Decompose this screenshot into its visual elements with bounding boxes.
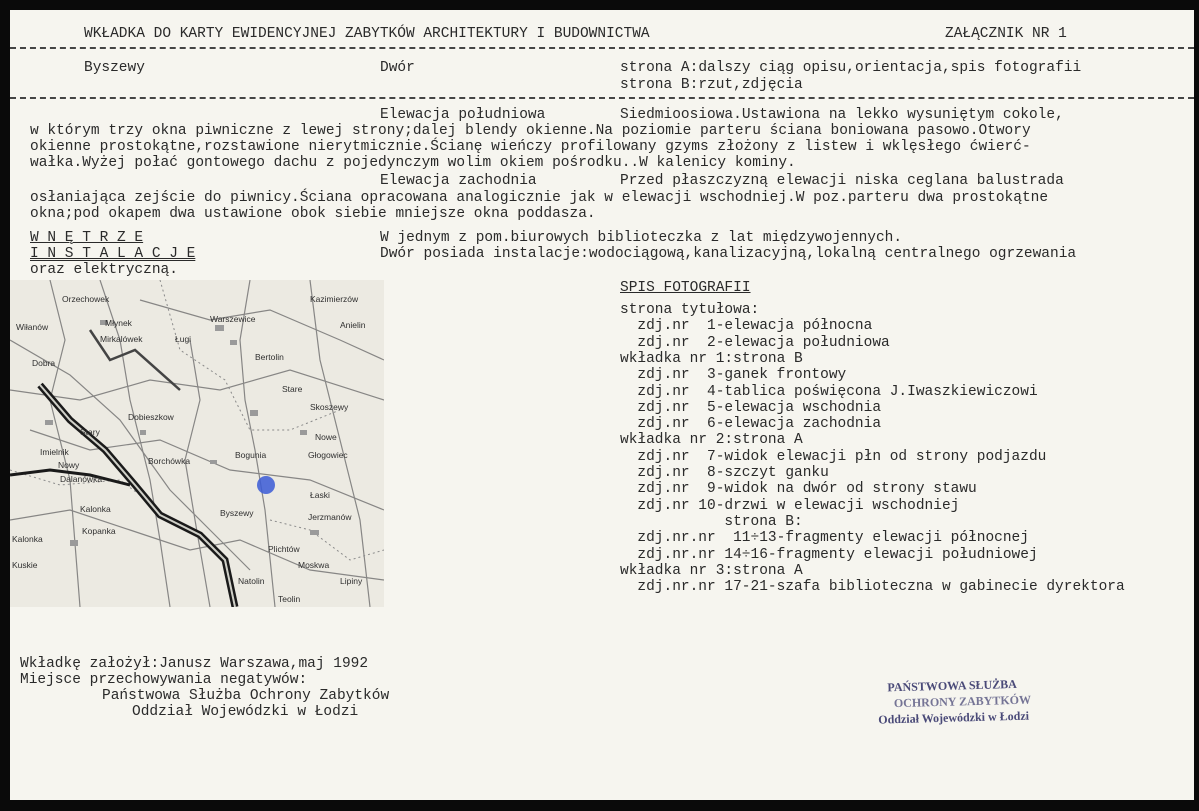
map-place-label: Kalonka — [12, 534, 43, 544]
side-b-note: strona B:rzut,zdjęcia — [620, 77, 803, 93]
map-place-label: Orzechowek — [62, 294, 110, 304]
map-place-label: Głogowiec — [308, 450, 348, 460]
photo-list-heading: SPIS FOTOGRAFII — [620, 280, 751, 296]
map-place-label: Wiłanów — [16, 322, 49, 332]
storage-label: Miejsce przechowywania negatywów: — [20, 672, 308, 688]
map-place-label: Kopanka — [82, 526, 116, 536]
south-line-1: Siedmioosiowa.Ustawiona na lekko wysuniętym cokole, — [620, 107, 1064, 123]
photo-list-line: zdj.nr 10-drzwi w elewacji wschodniej — [637, 497, 960, 514]
photo-list-line: wkładka nr 1:strona B — [620, 350, 803, 367]
map-place-label: Ługi — [175, 334, 192, 344]
map-place-label: Jerzmanów — [308, 512, 352, 522]
document-title: WKŁADKA DO KARTY EWIDENCYJNEJ ZABYTKÓW ARCHITEKTURY I BUDOWNICTWA — [84, 26, 650, 42]
south-line-3: okienne prostokątne,rozstawione nierytmicznie.Ścianę wieńczy profilowany gzyms złożony z listew i wklęsłego ćwierć- — [30, 139, 1031, 155]
side-a-note: strona A:dalszy ciąg opisu,orientacja,spis fotografii — [620, 60, 1082, 76]
map-place-label: Lipiny — [340, 576, 363, 586]
stamp-line-3: Oddział Wojewódzki w Łodzi — [878, 708, 1030, 727]
location-map — [10, 280, 384, 607]
map-place-label: Borchówka — [148, 456, 191, 466]
map-place-label: Kazimierzów — [310, 294, 359, 304]
map-place-label: Nowe — [315, 432, 337, 442]
header-rule — [10, 47, 1194, 49]
map-place-label: Skoszewy — [310, 402, 349, 412]
photo-list-line: zdj.nr.nr 17-21-szafa biblioteczna w gabinecie dyrektora — [637, 579, 1125, 596]
photo-list-line: zdj.nr 4-tablica poświęcona J.Iwaszkiewiczowi — [637, 383, 1038, 400]
map-place-label: Dobra — [32, 358, 56, 368]
photo-list-line: zdj.nr.nr 11÷13-fragmenty elewacji północnej — [637, 530, 1029, 547]
storage-line-1: Państwowa Służba Ochrony Zabytków — [102, 688, 390, 704]
map-place-label: Stary — [80, 427, 100, 437]
west-line-2: osłaniająca zejście do piwnicy.Ściana opracowana analogicznie jak w elewacji wschodniej.W poz.parteru dwa prostokątne — [30, 190, 1049, 206]
object-name: Dwór — [380, 60, 415, 76]
record-rule — [10, 97, 1194, 99]
map-main-road — [10, 385, 235, 607]
map-place-label: Imielnik — [40, 447, 69, 457]
stamp-line-1: PAŃSTWOWA SŁUŻBA — [887, 676, 1018, 695]
photo-list-line: zdj.nr 3-ganek frontowy — [637, 367, 847, 384]
photo-list-line: strona B: — [724, 513, 803, 530]
map-place-label: Byszewy — [220, 508, 254, 518]
map-place-label: Kuskie — [12, 560, 38, 570]
map-place-label: Nowy — [58, 460, 80, 470]
map-place-label: Bogunia — [235, 450, 267, 460]
storage-line-2: Oddział Wojewódzki w Łodzi — [132, 704, 359, 720]
map-place-label: Plichtów — [268, 544, 300, 554]
office-stamp — [871, 675, 1082, 740]
interior-text: W jednym z pom.biurowych biblioteczka z lat międzywojennych. — [380, 230, 903, 246]
west-line-1: Przed płaszczyzną elewacji niska ceglana balustrada — [620, 173, 1064, 189]
map-place-label: Moskwa — [298, 560, 330, 570]
map-place-label: Warszewice — [210, 314, 256, 324]
photo-list-line: strona tytułowa: — [620, 302, 760, 318]
map-place-label: Teolin — [278, 594, 301, 604]
location-marker — [257, 476, 275, 494]
photo-list-line: zdj.nr 1-elewacja północna — [637, 318, 873, 335]
map-place-label: Mirkalówek — [100, 334, 143, 344]
place-name: Byszewy — [84, 60, 145, 76]
interior-heading: W N Ę T R Z E — [30, 230, 144, 246]
photo-list-line: zdj.nr 7-widok elewacji płn od strony podjazdu — [637, 448, 1047, 465]
installations-continued: oraz elektryczną. — [30, 262, 178, 278]
photo-list-line: zdj.nr.nr 14÷16-fragmenty elewacji południowej — [637, 546, 1038, 563]
map-thin-roads — [10, 280, 384, 607]
map-place-label: Stare — [282, 384, 303, 394]
map-place-label: Dalanówka — [60, 474, 103, 484]
photo-list-line: zdj.nr 5-elewacja wschodnia — [637, 399, 882, 416]
west-line-3: okna;pod okapem dwa ustawione obok siebie mniejsze okna poddasza. — [30, 206, 596, 222]
photo-list-line: zdj.nr 8-szczyt ganku — [637, 465, 829, 481]
map-place-label: Łaski — [310, 490, 330, 500]
document-page — [10, 10, 1194, 800]
annex-number: ZAŁĄCZNIK NR 1 — [945, 26, 1067, 42]
stamp-line-2: OCHRONY ZABYTKÓW — [893, 692, 1032, 711]
map-place-label: Kalonka — [80, 504, 111, 514]
map-place-label: Młynek — [105, 318, 132, 328]
photo-list-line: zdj.nr 9-widok na dwór od strony stawu — [637, 481, 977, 498]
west-elevation-heading: Elewacja zachodnia — [380, 173, 537, 189]
south-elevation-heading: Elewacja południowa — [380, 107, 546, 123]
map-place-label: Anielin — [340, 320, 366, 330]
photo-list-line: wkładka nr 3:strona A — [620, 562, 803, 579]
photo-list-line: wkładka nr 2:strona A — [620, 432, 803, 449]
author-note: Wkładkę założył:Janusz Warszawa,maj 1992 — [20, 656, 369, 672]
photo-list-line: zdj.nr 6-elewacja zachodnia — [637, 416, 882, 433]
installations-heading: I N S T A L A C J E — [30, 246, 196, 262]
south-line-4: wałka.Wyżej połać gontowego dachu z pojedynczym wolim okiem pośrodku..W kalenicy kominy. — [30, 155, 796, 171]
map-place-label: Dobieszkow — [128, 412, 174, 422]
photo-list-line: zdj.nr 2-elewacja południowa — [637, 334, 890, 351]
south-line-2: w którym trzy okna piwniczne z lewej strony;dalej blendy okienne.Na poziomie parteru ściana boniowana pasowo.Otwory — [30, 123, 1031, 139]
map-place-label: Bertolin — [255, 352, 284, 362]
installations-text: Dwór posiada instalacje:wodociągową,kanalizacyjną,lokalną centralnego ogrzewania — [380, 246, 1077, 262]
map-place-label: Natolin — [238, 576, 265, 586]
